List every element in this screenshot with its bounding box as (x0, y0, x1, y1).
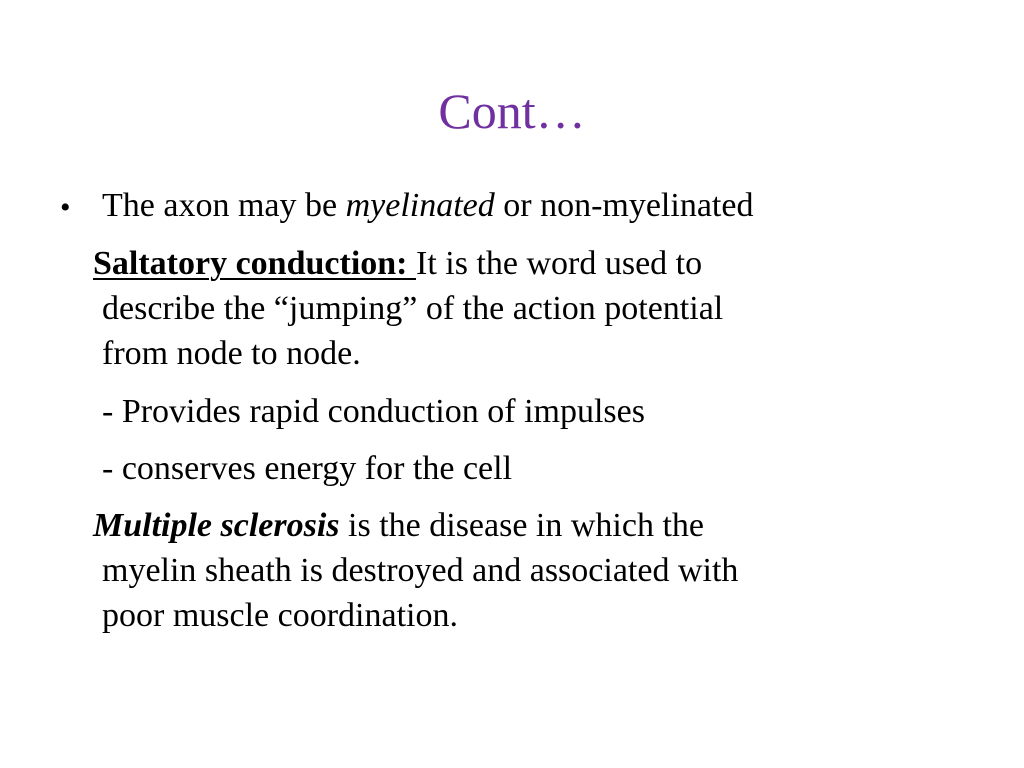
saltatory-line-1-rest: It is the word used to (416, 245, 703, 282)
multiple-sclerosis-term: Multiple sclerosis (93, 507, 340, 544)
axon-text-pre: The axon may be (102, 187, 346, 224)
conserves-energy-line: - conserves energy for the cell (102, 450, 513, 487)
bullet-marker: • (60, 191, 71, 224)
saltatory-line-1 (93, 242, 702, 286)
rapid-conduction-line: - Provides rapid conduction of impulses (102, 393, 645, 430)
ms-line-1-rest: is the disease in which the (339, 507, 705, 544)
saltatory-line-2: describe the “jumping” of the action potential (102, 290, 724, 327)
axon-text-post: or non-myelinated (494, 187, 754, 224)
ms-line-1 (93, 504, 704, 548)
ms-line-2: myelin sheath is destroyed and associated with (102, 552, 739, 589)
saltatory-line-3: from node to node. (102, 335, 361, 372)
axon-myelination-line (102, 184, 753, 228)
saltatory-conduction-term: Saltatory conduction: (93, 245, 416, 282)
myelinated-term: myelinated (345, 187, 495, 224)
slide-title: Cont… (438, 83, 586, 139)
ms-line-3: poor muscle coordination. (102, 597, 458, 634)
